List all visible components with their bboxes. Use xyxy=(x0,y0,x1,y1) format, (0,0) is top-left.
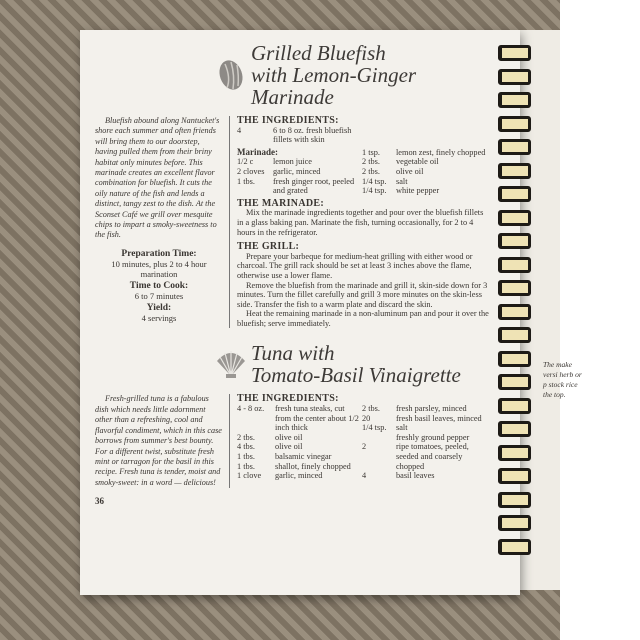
qty: 20 xyxy=(362,413,371,423)
tuna-intro: Fresh-grilled tuna is a fabulous dish which needs little adornment other than a refreshing, cool and flavorful condiment, which in this case borrows from summer's best bounty. For a different twist, substitute fresh mint or tarragon for the basil in this recipe. Fresh tuna is tender, moist and smoky-sweet: in a word — delicious! xyxy=(95,394,222,487)
ingredient-row xyxy=(237,167,362,177)
item: white pepper xyxy=(396,186,440,196)
image-margin xyxy=(560,0,640,640)
qty: 2 cloves xyxy=(237,166,265,176)
spiral-binding-coil xyxy=(498,45,531,61)
qty: 1 tbs. xyxy=(237,176,255,186)
qty: 2 tbs. xyxy=(362,166,380,176)
spiral-binding-coil xyxy=(498,398,531,414)
spiral-binding-coil xyxy=(498,539,531,555)
yield-label: Yield: xyxy=(146,302,172,313)
item: garlic, minced xyxy=(275,471,323,481)
page-number: 36 xyxy=(95,496,104,507)
qty: 2 xyxy=(362,442,367,452)
recipe-title-bluefish xyxy=(251,42,490,108)
recipe-body xyxy=(95,116,490,328)
item: fresh basil leaves, minced xyxy=(396,413,482,423)
spiral-binding-coil xyxy=(498,280,531,296)
bluefish-meta xyxy=(95,249,223,323)
qty: 1 tsp. xyxy=(362,147,380,157)
ingredient-row xyxy=(362,442,490,471)
spiral-binding-coil xyxy=(498,139,531,155)
item: olive oil xyxy=(275,432,303,442)
ingredient-row xyxy=(237,442,362,452)
recipe-title-tuna xyxy=(251,342,461,386)
ingredient-row xyxy=(362,148,490,158)
recipe-bluefish xyxy=(95,42,490,328)
title-line: with Lemon-Ginger Marinade xyxy=(251,63,417,109)
spiral-binding-coil xyxy=(498,468,531,484)
clam-shell-icon xyxy=(215,58,247,92)
spiral-binding-coil xyxy=(498,515,531,531)
item: salt xyxy=(396,176,408,186)
spiral-binding-coil xyxy=(498,233,531,249)
qty xyxy=(362,433,396,443)
qty: 1/2 c xyxy=(237,157,254,167)
cookbook-page xyxy=(80,30,520,595)
qty: 4 tbs. xyxy=(237,442,255,452)
ingredient-row xyxy=(237,177,362,196)
qty: 2 tbs. xyxy=(362,404,380,414)
qty: 1 clove xyxy=(237,471,262,481)
scallop-shell-icon xyxy=(215,349,247,379)
qty: 1 tbs. xyxy=(237,461,255,471)
ingredients-heading: THE INGREDIENTS: xyxy=(237,115,339,126)
ingredients-heading: THE INGREDIENTS: xyxy=(237,393,339,405)
recipe-header xyxy=(215,42,490,108)
qty: 1/4 tsp. xyxy=(362,423,387,433)
item: salt xyxy=(396,423,408,433)
spiral-binding-coil xyxy=(498,92,531,108)
item: ripe tomatoes, peeled, seeded and coarsely chopped xyxy=(396,442,469,471)
grill-paragraph: Remove the bluefish from the marinade and grill it, skin-side down for 3 minutes. Turn the fillet carefully and grill 3 more minutes on the skin-less side. Transfer the fish to a warm plate and discard the skin. xyxy=(237,280,488,309)
spiral-binding-coil xyxy=(498,69,531,85)
ingredient-row xyxy=(362,186,490,196)
yield-value: 4 servings xyxy=(141,312,177,323)
spiral-binding-coil xyxy=(498,257,531,273)
ingredient-row xyxy=(362,157,490,167)
cook-label: Time to Cook: xyxy=(129,280,189,291)
ingredient-row xyxy=(237,433,362,443)
ingredient-row xyxy=(237,157,362,167)
grill-paragraph: Prepare your barbeque for medium-heat grilling with either wood or charcoal. The grill rack should be set at least 3 inches above the flame, otherwise use a lower flame. xyxy=(237,251,473,280)
qty: 1/4 tsp. xyxy=(362,186,387,196)
side-column xyxy=(95,116,230,328)
item: basil leaves xyxy=(396,471,435,481)
bluefish-ingredients xyxy=(230,116,490,328)
spiral-binding-coil xyxy=(498,327,531,343)
title-line: Tuna with xyxy=(251,341,335,366)
marinade-label: Marinade: xyxy=(237,146,278,157)
ingredient-row xyxy=(237,462,362,472)
item: olive oil xyxy=(396,166,424,176)
marinade-heading: THE MARINADE: xyxy=(237,197,324,209)
item: fresh parsley, minced xyxy=(396,404,467,414)
ingredient-row xyxy=(362,404,490,414)
bluefish-intro: Bluefish abound along Nantucket's shore each summer and often friends will bring them to our doorstep, having pulled them from their briny habitat only minutes before. This marinade creates an excellent flavor combination for bluefish. It cuts the oily nature of the fish and lends a distinct, tangy zest to the dish. At the Sconset Café we grill over mesquite chips to impart a smoky-sweetness to the fish. xyxy=(95,116,220,240)
ingredient-row xyxy=(362,423,490,433)
qty: 2 tbs. xyxy=(362,157,380,167)
qty: 2 tbs. xyxy=(237,432,255,442)
item: balsamic vinegar xyxy=(275,452,332,462)
item: shallot, finely chopped xyxy=(275,461,351,471)
qty: 4 - 8 oz. xyxy=(237,404,265,414)
spiral-binding-coil xyxy=(498,351,531,367)
qty: 1/4 tsp. xyxy=(362,176,387,186)
tuna-ingredients xyxy=(230,394,490,488)
spiral-binding-coil xyxy=(498,304,531,320)
item: garlic, minced xyxy=(273,166,321,176)
item: fresh ginger root, peeled and grated xyxy=(273,176,355,196)
prep-value: 10 minutes, plus 2 to 4 hour marination xyxy=(111,258,207,279)
spiral-binding-coil xyxy=(498,163,531,179)
spiral-binding-coil xyxy=(498,421,531,437)
item: vegetable oil xyxy=(396,157,439,167)
recipe-tuna xyxy=(95,342,490,488)
spiral-binding-coil xyxy=(498,445,531,461)
title-line: Grilled Bluefish xyxy=(251,41,386,65)
ingredient-row xyxy=(237,452,362,462)
marinade-text: Mix the marinade ingredients together and pour over the bluefish fillets in a glass baking pan. Marinate the fish, turning occasionally, for 2 to 4 hours in the refrigerator. xyxy=(237,208,484,237)
recipe-header xyxy=(215,342,490,386)
grill-paragraph: Heat the remaining marinade in a non-aluminum pan and pour it over the bluefish; serve immediately. xyxy=(237,309,489,328)
spiral-binding-coil xyxy=(498,116,531,132)
ingredient-row xyxy=(362,167,490,177)
spiral-binding-coil xyxy=(498,186,531,202)
item: freshly ground pepper xyxy=(396,432,470,442)
spiral-binding-coil xyxy=(498,374,531,390)
side-column xyxy=(95,394,230,488)
recipe-body xyxy=(95,394,490,488)
item: fresh tuna steaks, cut from the center about 1/2 inch thick xyxy=(275,404,359,433)
ingredient-row xyxy=(237,404,362,433)
ingredient-row xyxy=(237,126,490,145)
cook-value: 6 to 7 minutes xyxy=(134,290,184,301)
title-line: Tomato-Basil Vinaigrette xyxy=(251,363,461,388)
item: lemon juice xyxy=(273,157,312,167)
grill-heading: THE GRILL: xyxy=(237,241,300,253)
spiral-binding-coil xyxy=(498,492,531,508)
qty: 1 tbs. xyxy=(237,452,255,462)
ingredient-row xyxy=(362,471,490,481)
qty: 4 xyxy=(362,471,367,481)
item: 6 to 8 oz. fresh bluefish fillets with skin xyxy=(273,125,352,145)
ingredient-row xyxy=(362,433,490,443)
ingredient-row xyxy=(362,177,490,187)
item: lemon zest, finely chopped xyxy=(396,147,486,157)
spiral-binding-coil xyxy=(498,210,531,226)
qty: 4 xyxy=(237,125,242,135)
facing-page-text: The make versi herb or p stock rice the top. xyxy=(543,360,582,399)
item: olive oil xyxy=(275,442,303,452)
ingredient-row xyxy=(362,414,490,424)
ingredient-row xyxy=(237,471,362,481)
prep-label: Preparation Time: xyxy=(121,248,197,259)
